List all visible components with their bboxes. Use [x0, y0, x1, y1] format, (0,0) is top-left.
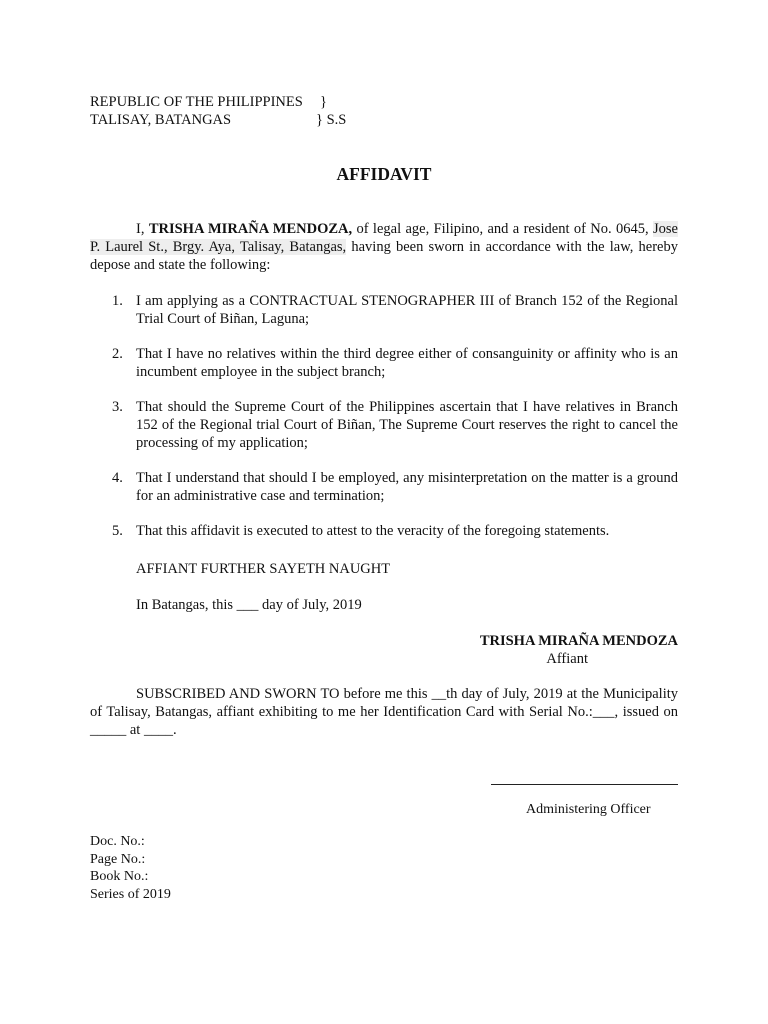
list-item: [90, 469, 678, 505]
list-item: [90, 292, 678, 328]
item-text: I am applying as a CONTRACTUAL STENOGRAPHER III of Branch 152 of the Regional Trial Court of Biñan, Laguna;: [136, 293, 678, 327]
affiant-address: Jose P. Laurel St., Brgy. Aya, Talisay, Batangas,: [90, 221, 678, 255]
item-number: 5.: [112, 523, 123, 539]
affiant-name: TRISHA MIRAÑA MENDOZA,: [148, 221, 353, 237]
list-item: [90, 398, 678, 452]
item-text: That I have no relatives within the third degree either of consanguinity or affinity who is an incumbent employee in the subject branch;: [136, 346, 678, 380]
item-number: 1.: [112, 293, 123, 309]
notarial-register: [90, 833, 171, 903]
place-date-line: In Batangas, this ___ day of July, 2019: [136, 597, 362, 613]
item-number: 2.: [112, 346, 123, 362]
book-no: Book No.:: [90, 869, 149, 884]
intro-paragraph: [90, 220, 678, 274]
republic-line: REPUBLIC OF THE PHILIPPINES: [90, 94, 303, 110]
document-title: AFFIDAVIT: [336, 164, 432, 184]
further-sayeth: AFFIANT FURTHER SAYETH NAUGHT: [136, 561, 391, 577]
ss-brace: } S.S: [316, 112, 347, 128]
doc-no: Doc. No.:: [90, 834, 145, 849]
venue-header: [90, 93, 346, 129]
municipality-line: TALISAY, BATANGAS: [90, 112, 232, 128]
intro-text-1: of legal age, Filipino, and a resident of No. 0645,: [352, 221, 654, 237]
item-text: That I understand that should I be employed, any misinterpretation on the matter is a ground for an administrative case and termination;: [136, 470, 678, 504]
officer-title: Administering Officer: [526, 802, 651, 817]
intro-prefix: I,: [136, 221, 149, 237]
item-text: That this affidavit is executed to attest to the veracity of the foregoing statements.: [136, 523, 610, 539]
affiant-signature-block: [440, 632, 678, 668]
jurat-paragraph: SUBSCRIBED AND SWORN TO before me this __th day of July, 2019 at the Municipality of Talisay, Batangas, affiant exhibiting to me her Identification Card with Serial No.:___, issued on _____ at ____.: [90, 686, 678, 738]
item-text: That should the Supreme Court of the Philippines ascertain that I have relatives in Branch 152 of the Regional trial Court of Biñan, The Supreme Court reserves the right to cancel the processing of my application;: [136, 399, 678, 451]
series: Series of 2019: [90, 886, 171, 902]
list-item: [90, 522, 678, 540]
signature-title: Affiant: [546, 651, 588, 667]
list-item: [90, 345, 678, 381]
item-number: 3.: [112, 399, 123, 415]
intro-text-2: having been sworn in accordance with the law, hereby depose and state the following:: [90, 239, 678, 273]
item-number: 4.: [112, 470, 123, 486]
officer-signature-line: [491, 784, 678, 785]
statement-list: [90, 292, 678, 557]
republic-brace: }: [320, 94, 327, 110]
page-no: Page No.:: [90, 851, 146, 867]
signature-name: TRISHA MIRAÑA MENDOZA: [479, 633, 678, 649]
